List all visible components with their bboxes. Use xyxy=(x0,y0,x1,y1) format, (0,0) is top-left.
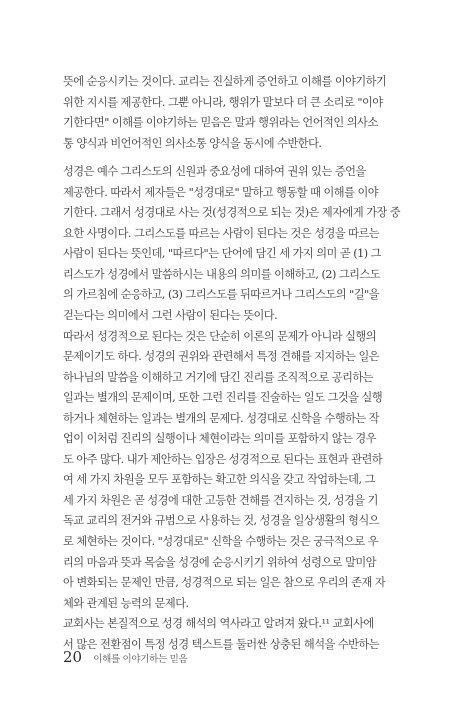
text-line: 의 가르침에 순응하고, (3) 그리스도를 뒤따르거나 그리스도의 "길"을 xyxy=(63,288,380,302)
text-line: 기한다면" 이해를 이야기하는 믿음은 말과 행위라는 언어적인 의사소 xyxy=(63,116,378,130)
text-line: 리의 마음과 뜻과 목숨을 성경에 순응시키기 위하여 성령으로 말미암 xyxy=(63,555,377,569)
paragraph-2 xyxy=(63,162,408,326)
text-line: 기한다. 그래서 성경대로 사는 것(성경적으로 되는 것)은 제자에게 가장 중 xyxy=(63,206,401,220)
paragraph-gap xyxy=(63,154,408,162)
text-line: 체와 관계된 능력의 문제다. xyxy=(63,596,189,610)
text-line: 아 변화되는 문제인 만큼, 성경적으로 되는 일은 참으로 우리의 존재 자 xyxy=(63,576,386,590)
text-line: 뜻에 순응시키는 것이다. 교리는 진실하게 증언하고 이해를 이야기하기 xyxy=(63,75,387,88)
running-title: 이해를 이야기하는 믿음 xyxy=(93,654,188,665)
text-line: 교회사는 본질적으로 성경 해석의 역사라고 알려져 왔다.¹¹ 교회사에 xyxy=(63,617,374,631)
text-line: 요한 사명이다. 그리스도를 따르는 사람이 된다는 것은 성경을 따르는 xyxy=(63,226,380,240)
page-footer xyxy=(63,647,187,667)
text-line: 여 세 가지 차원을 모두 포함하는 확고한 의식을 갖고 작업하는데, 그 xyxy=(63,473,375,487)
text-line: 제공한다. 따라서 제자들은 "성경대로" 말하고 행동할 때 이해를 이야 xyxy=(63,185,379,199)
body-text xyxy=(63,72,408,655)
text-line: 로 체현하는 것이다. "성경대로" 신학을 수행하는 것은 궁극적으로 우 xyxy=(63,535,379,549)
text-line: 문제이기도 하다. 성경의 권위와 관련해서 특정 견해를 지지하는 일은 xyxy=(63,350,380,364)
text-line: 서 많은 전환점이 특정 성경 텍스트를 둘러싼 상충된 해석을 수반하는 xyxy=(63,637,380,651)
text-line: 독교 교리의 전거와 규범으로 사용하는 것, 성경을 일상생활의 형식으 xyxy=(63,514,380,528)
text-line: 사람이 된다는 뜻인데, "따르다"는 단어에 담긴 세 가지 의미 곧 (1) 그 xyxy=(63,247,381,261)
text-line: 따라서 성경적으로 된다는 것은 단순히 이론의 문제가 아니라 실행의 xyxy=(63,329,377,343)
text-line: 도 아주 많다. 내가 제안하는 입장은 성경적으로 된다는 표현과 관련하 xyxy=(63,452,383,466)
text-line: 리스도가 성경에서 말씀하시는 내용의 의미를 이해하고, (2) 그리스도 xyxy=(63,267,381,281)
text-line: 하나님의 말씀을 이해하고 거기에 담긴 진리를 조직적으로 공리하는 xyxy=(63,370,373,384)
paragraph-1 xyxy=(63,72,408,154)
page-number: 20 xyxy=(63,648,83,666)
text-line: 하거나 체현하는 일과는 별개의 문제다. 성경대로 신학을 수행하는 작 xyxy=(63,411,380,425)
text-line: 세 가지 차원은 곧 성경에 대한 고등한 견해를 견지하는 것, 성경을 기 xyxy=(63,493,378,507)
paragraph-3 xyxy=(63,327,408,615)
text-line: 업이 이처럼 진리의 실행이나 체현이라는 의미를 포함하지 않는 경우 xyxy=(63,432,377,446)
text-line: 통 양식과 비언어적인 의사소통 양식을 동시에 수반한다. xyxy=(63,136,322,150)
text-line: 위한 지시를 제공한다. 그뿐 아니라, 행위가 말보다 더 큰 소리로 "이야 xyxy=(63,95,383,109)
text-line: 걷는다는 의미에서 그런 사람이 된다는 뜻이다. xyxy=(63,309,278,323)
text-line: 성경은 예수 그리스도의 신원과 중요성에 대하여 권위 있는 증언을 xyxy=(63,165,366,179)
text-line: 일과는 별개의 문제이며, 또한 그런 진리를 진술하는 일도 그것을 실행 xyxy=(63,391,383,405)
